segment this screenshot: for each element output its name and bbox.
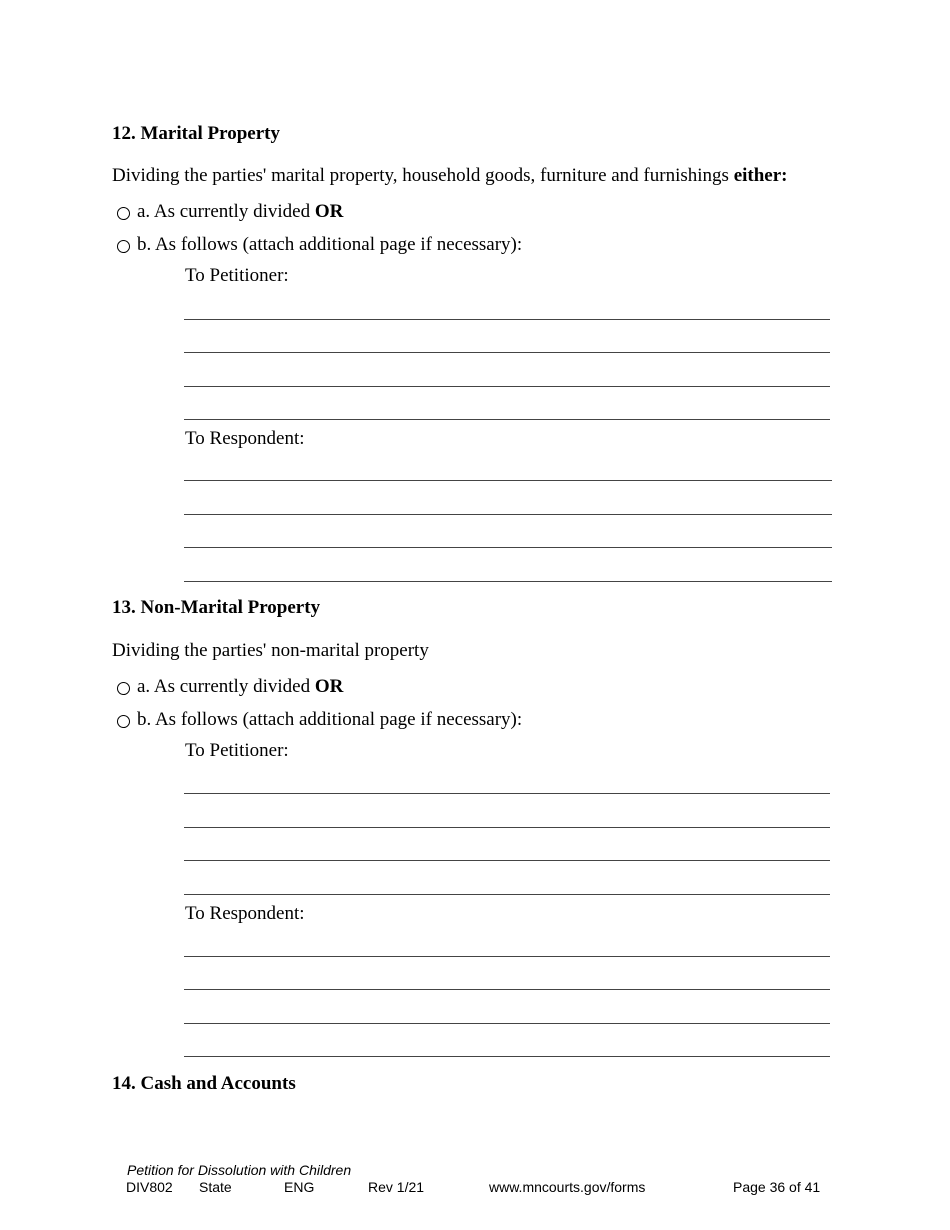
- radio-button[interactable]: [117, 207, 130, 220]
- marital-respondent-label: To Respondent:: [185, 428, 305, 449]
- marital-option-a[interactable]: [117, 201, 343, 223]
- marital-respondent-line-4[interactable]: [184, 581, 832, 582]
- marital-respondent-line-2[interactable]: [184, 514, 832, 515]
- nonmarital-petitioner-label: To Petitioner:: [185, 740, 289, 761]
- marital-petitioner-line-1[interactable]: [184, 319, 830, 320]
- section-13-heading: 13. Non-Marital Property: [112, 597, 321, 618]
- section-12-heading: 12. Marital Property: [112, 123, 280, 144]
- radio-button[interactable]: [117, 240, 130, 253]
- section-13-intro: Dividing the parties' non-marital property: [112, 640, 429, 661]
- nonmarital-respondent-line-2[interactable]: [184, 989, 830, 990]
- section-12-intro-bold: either:: [733, 165, 788, 186]
- marital-option-b-label: b. As follows (attach additional page if necessary):: [137, 234, 523, 255]
- marital-option-a-or: OR: [314, 201, 344, 222]
- nonmarital-petitioner-line-4[interactable]: [184, 894, 830, 895]
- marital-petitioner-line-2[interactable]: [184, 352, 830, 353]
- nonmarital-option-b[interactable]: [117, 709, 522, 731]
- section-14-heading: 14. Cash and Accounts: [112, 1073, 296, 1094]
- nonmarital-respondent-line-3[interactable]: [184, 1023, 830, 1024]
- nonmarital-respondent-label: To Respondent:: [185, 903, 305, 924]
- nonmarital-respondent-line-1[interactable]: [184, 956, 830, 957]
- radio-button[interactable]: [117, 715, 130, 728]
- footer-page-number: Page 36 of 41: [733, 1179, 821, 1195]
- marital-petitioner-label: To Petitioner:: [185, 265, 289, 286]
- nonmarital-option-b-label: b. As follows (attach additional page if necessary):: [137, 709, 523, 730]
- nonmarital-option-a-or: OR: [314, 676, 344, 697]
- marital-option-a-label: a. As currently divided: [137, 201, 311, 222]
- nonmarital-petitioner-line-1[interactable]: [184, 793, 830, 794]
- footer-url[interactable]: www.mncourts.gov/forms: [489, 1179, 646, 1195]
- marital-respondent-line-1[interactable]: [184, 480, 832, 481]
- marital-petitioner-line-4[interactable]: [184, 419, 830, 420]
- marital-respondent-line-3[interactable]: [184, 547, 832, 548]
- footer-language: ENG: [284, 1179, 315, 1195]
- footer-form-code: DIV802: [126, 1179, 173, 1195]
- nonmarital-option-a-label: a. As currently divided: [137, 676, 311, 697]
- section-12-intro-text: Dividing the parties' marital property, household goods, furniture and furnishings: [112, 165, 734, 186]
- nonmarital-petitioner-line-3[interactable]: [184, 860, 830, 861]
- footer-revision: Rev 1/21: [368, 1179, 425, 1195]
- nonmarital-petitioner-line-2[interactable]: [184, 827, 830, 828]
- footer-jurisdiction: State: [199, 1179, 232, 1195]
- nonmarital-option-a[interactable]: [117, 676, 343, 698]
- nonmarital-respondent-line-4[interactable]: [184, 1056, 830, 1057]
- radio-button[interactable]: [117, 682, 130, 695]
- section-12-intro: [112, 165, 788, 187]
- marital-option-b[interactable]: [117, 234, 522, 256]
- footer-form-title: Petition for Dissolution with Children: [127, 1162, 352, 1178]
- marital-petitioner-line-3[interactable]: [184, 386, 830, 387]
